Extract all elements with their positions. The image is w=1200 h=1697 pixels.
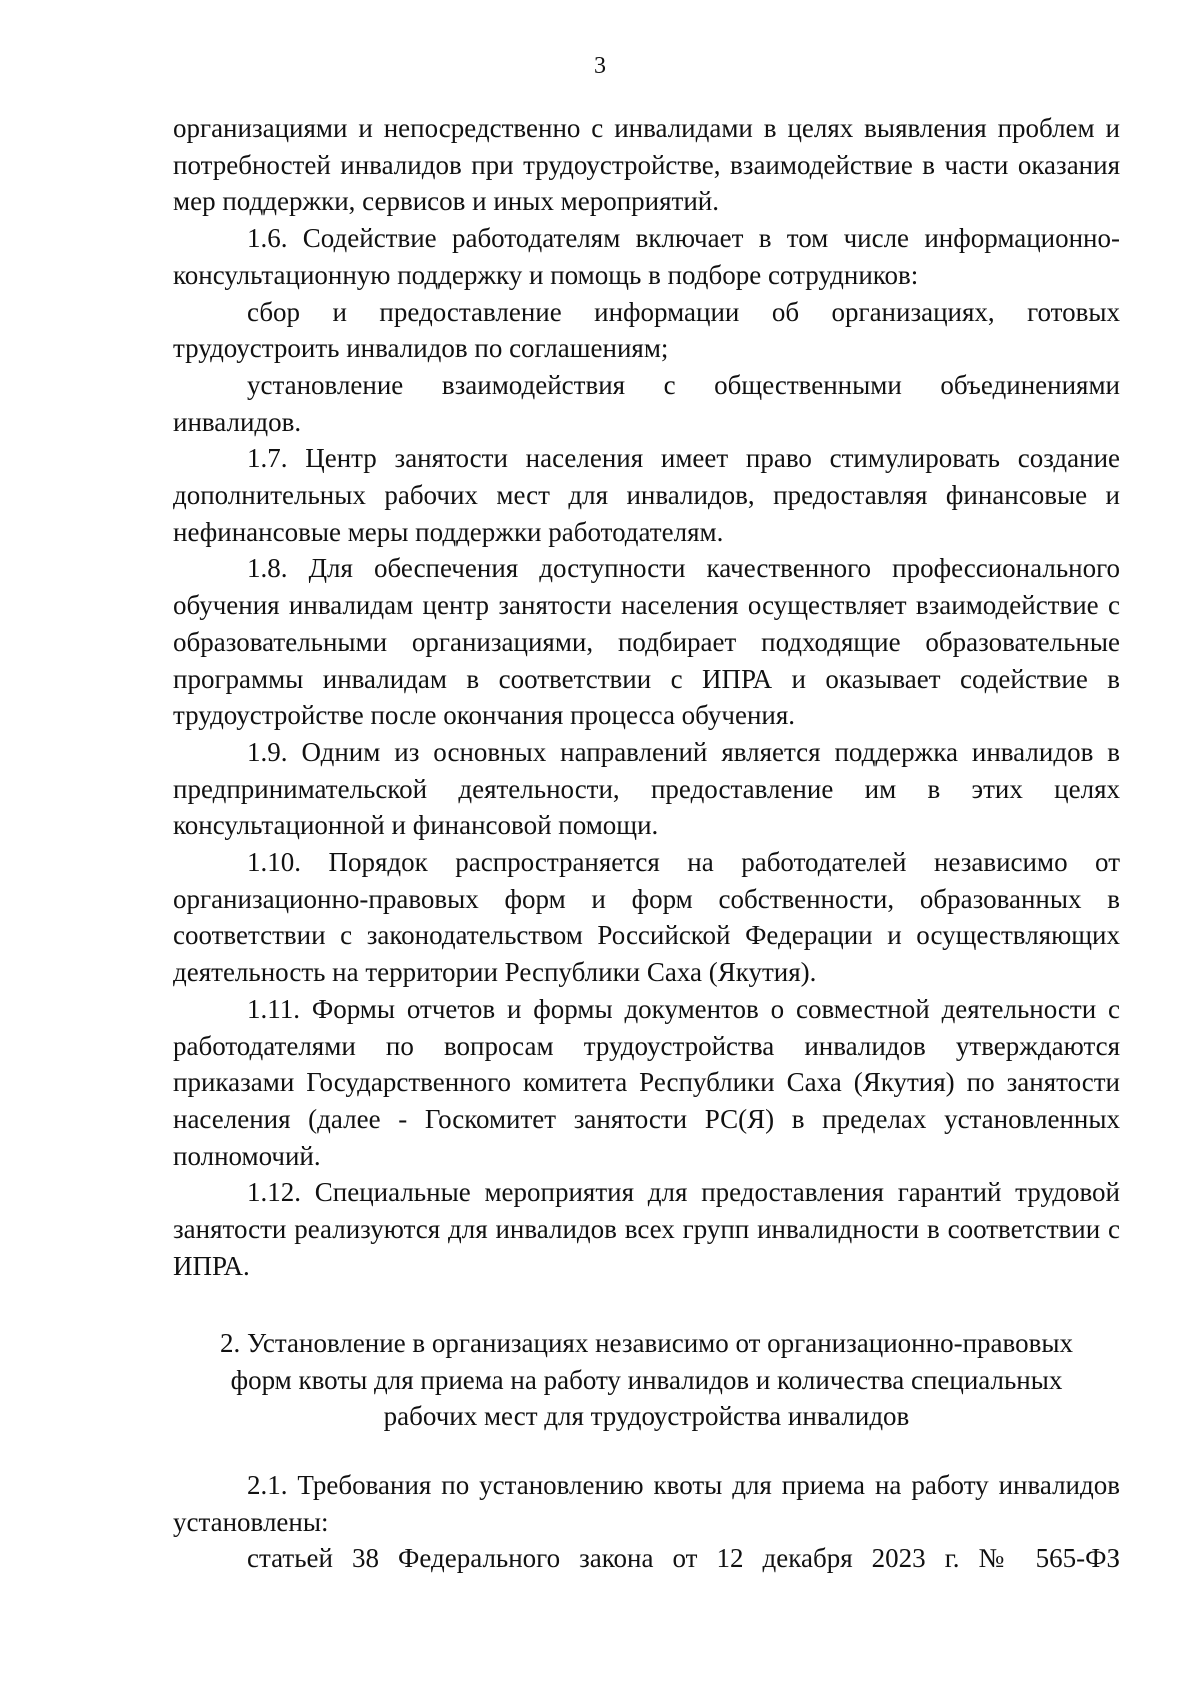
paragraph-list-item-interaction: установление взаимодействия с общественными объединениями инвалидов. xyxy=(173,369,1120,437)
paragraph-1-8: 1.8. Для обеспечения доступности качественного профессионального обучения инвалидам центр занятости населения осуществляет взаимодействие с образовательными организациями, подбирает подходящие образовательные программы инвалидам в соответствии с ИПРА и оказывает содействие в трудоустройстве после окончания процесса обучения. xyxy=(173,553,1120,731)
page-number: 3 xyxy=(594,53,606,79)
heading-line: 2. Установление в организациях независимо от организационно-правовых xyxy=(220,1328,1073,1358)
body-text xyxy=(173,110,1120,1285)
section-2-heading xyxy=(173,1325,1120,1435)
paragraph-1-12: 1.12. Специальные мероприятия для предоставления гарантий трудовой занятости реализуются для инвалидов всех групп инвалидности в соответствии с ИПРА. xyxy=(173,1177,1120,1281)
paragraph-1-9: 1.9. Одним из основных направлений является поддержка инвалидов в предпринимательской деятельности, предоставление им в этих целях консультационной и финансовой помощи. xyxy=(173,736,1120,841)
heading-line: рабочих мест для трудоустройства инвалидов xyxy=(383,1401,910,1432)
paragraph-1-11: 1.11. Формы отчетов и формы документов о совместной деятельности с работодателями по вопросам трудоустройства инвалидов утверждаются приказами Государственного комитета Республики Саха (Якутия) по занятости населения (далее - Госкомитет занятости РС(Я) в пределах установленных полномочий. xyxy=(173,993,1120,1171)
paragraph-continuation: организациями и непосредственно с инвалидами в целях выявления проблем и потребностей инвалидов при трудоустройстве, взаимодействие в части оказания мер поддержки, сервисов и иных мероприятий. xyxy=(173,113,1120,217)
section-2-body xyxy=(173,1467,1120,1577)
paragraph-article-38: статьей 38 Федерального закона от 12 декабря 2023 г. № 565-ФЗ xyxy=(247,1543,1120,1574)
heading-line: форм квоты для приема на работу инвалидов и количества специальных xyxy=(230,1364,1063,1395)
paragraph-1-7: 1.7. Центр занятости населения имеет право стимулировать создание дополнительных рабочих мест для инвалидов, предоставляя финансовые и нефинансовые меры поддержки работодателям. xyxy=(173,443,1120,547)
paragraph-1-10: 1.10. Порядок распространяется на работодателей независимо от организационно-правовых форм и форм собственности, образованных в соответствии с законодательством Российской Федерации и осуществляющих деятельность на территории Республики Саха (Якутия). xyxy=(173,847,1120,988)
paragraph-list-item-collection: сбор и предоставление информации об организациях, готовых трудоустроить инвалидов по соглашениям; xyxy=(173,296,1120,364)
paragraph-2-1: 2.1. Требования по установлению квоты для приема на работу инвалидов установлены: xyxy=(173,1470,1120,1537)
paragraph-1-6: 1.6. Содействие работодателям включает в том числе информационно-консультационную поддержку и помощь в подборе сотрудников: xyxy=(173,223,1120,290)
